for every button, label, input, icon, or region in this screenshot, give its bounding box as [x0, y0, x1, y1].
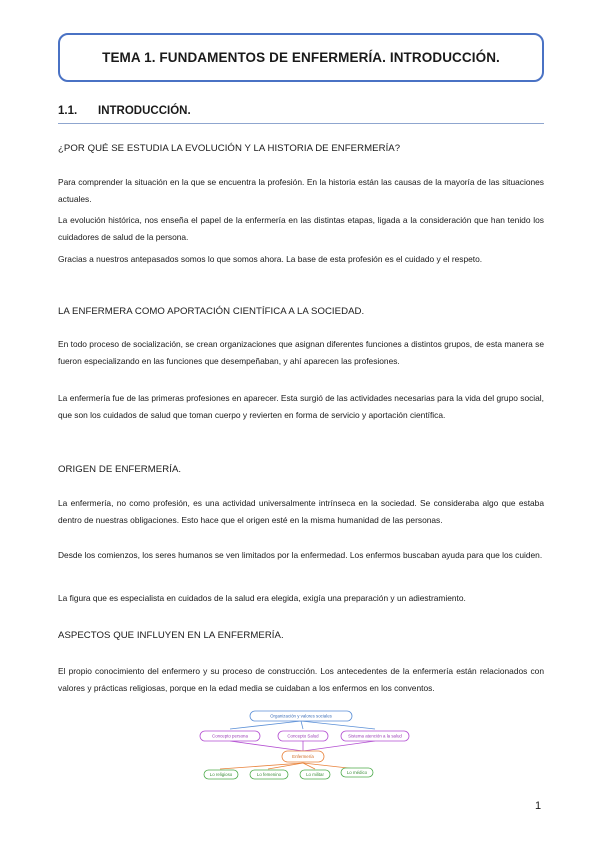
document-title: TEMA 1. FUNDAMENTOS DE ENFERMERÍA. INTRODUCCIÓN.: [102, 50, 500, 65]
paragraph-8: La figura que es especialista en cuidados de la salud era elegida, exigía una preparación y un adiestramiento.: [58, 593, 466, 603]
link-top-right: [301, 721, 375, 729]
node-b2-label: Lo femenino: [256, 772, 282, 778]
link-right-center: [303, 741, 375, 751]
link-top-left: [230, 721, 301, 729]
paragraph-4: En todo proceso de socialización, se crean organizaciones que asignan diferentes funciones a distintos grupos, de esta manera se fueron especializando en las funciones que desempeñaban, y ahí aparecen las profesiones.: [58, 339, 544, 366]
link-b1: [220, 763, 303, 769]
paragraph-6: La enfermería, no como profesión, es una actividad universalmente intrínseca en la sociedad. Se consideraba algo que estaba dentro de nuestras obligaciones. Esto hace que el origen esté en la misma humanidad de las personas.: [58, 498, 544, 525]
paragraph-9: El propio conocimiento del enfermero y su proceso de construcción. Los antecedentes de la enfermería están relacionados con valores y prácticas religiosas, porque en la edad media se cuidaban a los enfermos en los conventos.: [58, 666, 544, 693]
section-label: INTRODUCCIÓN.: [98, 105, 191, 117]
node-center-label: Enfermería: [292, 754, 314, 759]
paragraph-2: La evolución histórica, nos enseña el papel de la enfermería en las distintas etapas, ligada a la consideración que han tenido los cuidadores de salud de la persona.: [58, 215, 544, 242]
heading-why-study: ¿POR QUÉ SE ESTUDIA LA EVOLUCIÓN Y LA HISTORIA DE ENFERMERÍA?: [58, 143, 401, 154]
paragraph-3: Gracias a nuestros antepasados somos lo que somos ahora. La base de esta profesión es el cuidado y el respeto.: [58, 254, 483, 264]
section-number: 1.1.: [58, 105, 78, 117]
node-b1-label: Lo religioso: [209, 772, 233, 778]
heading-origin: ORIGEN DE ENFERMERÍA.: [58, 464, 182, 475]
node-mid-left-label: Concepto persona: [212, 733, 248, 739]
node-mid-right-label: Sistema atención a la salud: [348, 733, 402, 739]
concept-map-diagram: [190, 707, 412, 787]
node-top-label: Organización y valores sociales: [270, 713, 332, 719]
paragraph-7: Desde los comienzos, los seres humanos se ven limitados por la enfermedad. Los enfermos buscaban ayuda para que los cuiden.: [58, 550, 543, 560]
heading-scientific-contribution: LA ENFERMERA COMO APORTACIÓN CIENTÍFICA A LA SOCIEDAD.: [58, 306, 365, 317]
node-b3-label: Lo militar: [306, 772, 324, 778]
page-number: 1: [535, 800, 542, 812]
node-mid-center-label: Concepto Salud: [287, 733, 319, 739]
section-heading: [58, 105, 544, 124]
heading-influencing-aspects: ASPECTOS QUE INFLUYEN EN LA ENFERMERÍA.: [58, 630, 284, 641]
title-box: [58, 33, 544, 82]
paragraph-1: Para comprender la situación en la que se encuentra la profesión. En la historia están las causas de la mayoría de las situaciones actuales.: [58, 177, 544, 204]
node-b4-label: Lo médico: [346, 770, 368, 776]
link-left-center: [230, 741, 303, 751]
paragraph-5: La enfermería fue de las primeras profesiones en aparecer. Esta surgió de las actividades necesarias para la vida del grupo social, que son los cuidados de salud que toman cuerpo y revierten en forma de servicio y aportación científica.: [58, 393, 544, 420]
link-top-center: [301, 721, 303, 729]
